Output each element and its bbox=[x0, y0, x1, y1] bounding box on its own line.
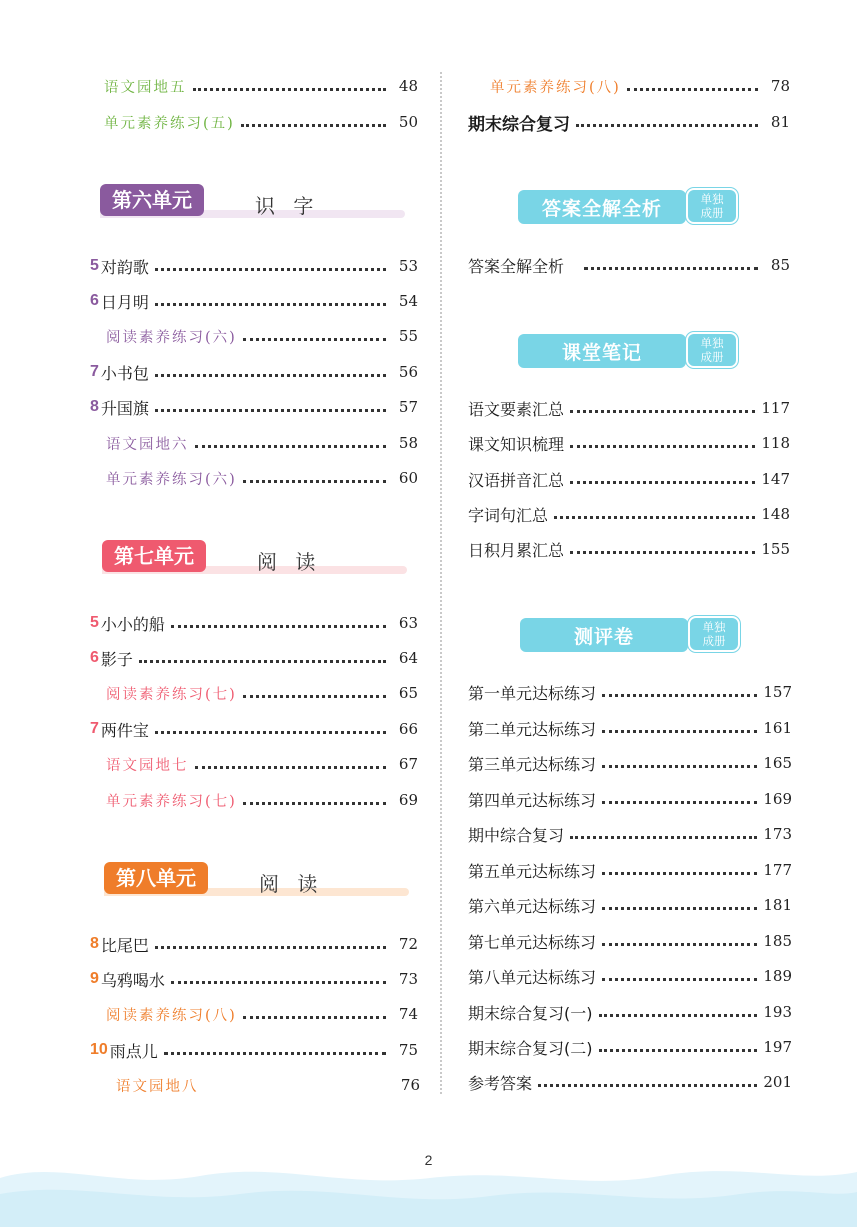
toc-entry-label: 第二单元达标练习 bbox=[468, 719, 597, 739]
separate-booklet-tag bbox=[686, 188, 738, 224]
toc-entry-page: 65 bbox=[398, 684, 418, 702]
tag-line: 成册 bbox=[700, 206, 724, 220]
toc-entry-label: 语文要素汇总 bbox=[468, 399, 565, 419]
toc-entry[interactable] bbox=[106, 751, 418, 777]
toc-entry-page: 64 bbox=[398, 649, 418, 667]
toc-entry-page: 54 bbox=[398, 292, 418, 310]
leader-dots bbox=[570, 551, 755, 554]
toc-entry-page: 72 bbox=[398, 935, 418, 953]
leader-dots bbox=[243, 1016, 386, 1019]
toc-entry[interactable] bbox=[106, 465, 418, 491]
toc-entry[interactable] bbox=[468, 252, 790, 278]
toc-entry[interactable] bbox=[468, 857, 792, 883]
section-title: 测评卷 bbox=[520, 618, 688, 652]
toc-entry-label: 单元素养练习(六) bbox=[106, 471, 237, 488]
toc-entry[interactable] bbox=[468, 928, 792, 954]
lesson-number: 7 bbox=[90, 720, 99, 737]
lesson-number: 5 bbox=[90, 257, 99, 274]
leader-dots bbox=[205, 1087, 389, 1090]
toc-entry-label: 比尾巴 bbox=[100, 935, 149, 955]
toc-entry-page: 193 bbox=[763, 1003, 792, 1021]
leader-dots bbox=[139, 660, 386, 663]
leader-dots bbox=[602, 801, 757, 804]
toc-entry-label: 两件宝 bbox=[100, 720, 149, 740]
toc-entry-label: 阅读素养练习(七) bbox=[106, 686, 237, 703]
toc-entry-label: 第七单元达标练习 bbox=[468, 932, 597, 952]
leader-dots bbox=[155, 303, 386, 306]
leader-dots bbox=[193, 88, 387, 91]
toc-entry-label: 期末综合复习(二) bbox=[468, 1038, 593, 1058]
lesson-number: 6 bbox=[90, 292, 99, 309]
toc-entry[interactable] bbox=[468, 466, 790, 492]
leader-dots bbox=[241, 124, 386, 127]
toc-entry[interactable] bbox=[468, 750, 792, 776]
unit-topic: 阅 读 bbox=[259, 872, 324, 896]
leader-dots bbox=[602, 872, 757, 875]
section-title: 答案全解全析 bbox=[518, 190, 686, 224]
answers-section-header bbox=[518, 190, 740, 226]
lesson-number: 6 bbox=[90, 649, 99, 666]
toc-entry[interactable] bbox=[468, 999, 792, 1025]
leader-dots bbox=[243, 338, 386, 341]
toc-entry-label: 第三单元达标练习 bbox=[468, 754, 597, 774]
toc-entry-page: 185 bbox=[763, 932, 792, 950]
tag-line: 单独 bbox=[702, 620, 726, 634]
toc-entry[interactable] bbox=[104, 109, 418, 135]
leader-dots bbox=[570, 836, 757, 839]
toc-entry-label: 阅读素养练习(八) bbox=[106, 1007, 237, 1024]
toc-entry-label: 期末综合复习 bbox=[468, 114, 570, 135]
leader-dots bbox=[627, 88, 758, 91]
toc-entry-label: 单元素养练习(五) bbox=[104, 115, 235, 132]
toc-entry-page: 148 bbox=[761, 505, 790, 523]
toc-entry-page: 85 bbox=[770, 256, 790, 274]
toc-entry-page: 67 bbox=[398, 755, 418, 773]
unit-topic: 识 字 bbox=[255, 194, 320, 218]
toc-entry-label: 答案全解全析 bbox=[468, 256, 565, 276]
notes-section-header bbox=[518, 334, 740, 370]
tag-line: 成册 bbox=[700, 350, 724, 364]
leader-dots bbox=[243, 695, 386, 698]
toc-entry-page: 201 bbox=[763, 1073, 792, 1091]
toc-entry[interactable] bbox=[90, 394, 418, 420]
toc-entry-page: 53 bbox=[398, 257, 418, 275]
toc-entry[interactable] bbox=[90, 931, 418, 957]
unit-badge: 第六单元 bbox=[100, 184, 204, 216]
toc-entry-label: 期中综合复习 bbox=[468, 825, 565, 845]
separate-booklet-tag bbox=[686, 332, 738, 368]
toc-entry-label: 第八单元达标练习 bbox=[468, 967, 597, 987]
toc-entry[interactable] bbox=[468, 109, 790, 135]
toc-entry-label: 参考答案 bbox=[468, 1073, 533, 1093]
leader-dots bbox=[155, 946, 386, 949]
toc-entry-label: 字词句汇总 bbox=[468, 505, 549, 525]
lesson-number: 9 bbox=[90, 970, 99, 987]
toc-entry-page: 50 bbox=[398, 113, 418, 131]
leader-dots bbox=[602, 943, 757, 946]
leader-dots bbox=[155, 409, 386, 412]
toc-entry-label: 影子 bbox=[100, 649, 133, 669]
toc-entry-page: 169 bbox=[763, 790, 792, 808]
toc-entry-label: 期末综合复习(一) bbox=[468, 1003, 593, 1023]
toc-entry[interactable] bbox=[90, 288, 418, 314]
leader-dots bbox=[155, 374, 386, 377]
leader-dots bbox=[602, 730, 757, 733]
unit-6-header bbox=[100, 184, 410, 228]
unit-badge: 第八单元 bbox=[104, 862, 208, 894]
toc-entry-page: 165 bbox=[763, 754, 792, 772]
toc-entry[interactable] bbox=[106, 1001, 418, 1027]
toc-entry-label: 日积月累汇总 bbox=[468, 540, 565, 560]
toc-entry-label: 第六单元达标练习 bbox=[468, 896, 597, 916]
toc-entry-page: 66 bbox=[398, 720, 418, 738]
lesson-number: 8 bbox=[90, 935, 99, 952]
toc-entry[interactable] bbox=[116, 1072, 420, 1098]
toc-entry-page: 56 bbox=[398, 363, 418, 381]
toc-entry[interactable] bbox=[106, 680, 418, 706]
toc-entry-page: 155 bbox=[761, 540, 790, 558]
toc-entry-label: 汉语拼音汇总 bbox=[468, 470, 565, 490]
toc-entry[interactable] bbox=[90, 253, 418, 279]
leader-dots bbox=[155, 268, 386, 271]
toc-entry-page: 117 bbox=[761, 399, 790, 417]
toc-entry[interactable] bbox=[106, 323, 418, 349]
toc-entry-label: 语文园地五 bbox=[104, 79, 187, 96]
tests-section-header bbox=[520, 618, 742, 654]
leader-dots bbox=[599, 1049, 758, 1052]
toc-entry[interactable] bbox=[90, 966, 418, 992]
toc-entry-label: 乌鸦喝水 bbox=[100, 970, 165, 990]
leader-dots bbox=[602, 694, 757, 697]
separate-booklet-tag bbox=[688, 616, 740, 652]
toc-entry-page: 197 bbox=[763, 1038, 792, 1056]
section-title: 课堂笔记 bbox=[518, 334, 686, 368]
toc-entry-page: 73 bbox=[398, 970, 418, 988]
leader-dots bbox=[538, 1084, 757, 1087]
toc-entry[interactable] bbox=[468, 892, 792, 918]
toc-entry-page: 177 bbox=[763, 861, 792, 879]
leader-dots bbox=[570, 445, 755, 448]
toc-entry[interactable] bbox=[468, 536, 790, 562]
toc-entry-label: 雨点儿 bbox=[109, 1041, 158, 1061]
toc-entry-page: 76 bbox=[400, 1076, 420, 1094]
toc-entry-label: 语文园地八 bbox=[116, 1078, 199, 1095]
leader-dots bbox=[570, 410, 755, 413]
toc-entry-label: 对韵歌 bbox=[100, 257, 149, 277]
toc-entry[interactable] bbox=[468, 501, 790, 527]
toc-entry-label: 日月明 bbox=[100, 292, 149, 312]
toc-entry-page: 57 bbox=[398, 398, 418, 416]
tag-line: 单独 bbox=[700, 192, 724, 206]
toc-entry-page: 181 bbox=[763, 896, 792, 914]
lesson-number: 10 bbox=[90, 1041, 108, 1058]
toc-entry[interactable] bbox=[106, 787, 418, 813]
toc-entry-label: 第五单元达标练习 bbox=[468, 861, 597, 881]
toc-entry[interactable] bbox=[90, 610, 418, 636]
leader-dots bbox=[195, 445, 387, 448]
toc-entry[interactable] bbox=[468, 1069, 792, 1095]
toc-entry[interactable] bbox=[90, 716, 418, 742]
lesson-number: 7 bbox=[90, 363, 99, 380]
toc-entry-label: 小小的船 bbox=[100, 614, 165, 634]
unit-8-header bbox=[104, 862, 414, 906]
toc-entry-page: 161 bbox=[763, 719, 792, 737]
page-number: 2 bbox=[424, 1152, 433, 1168]
leader-dots bbox=[171, 981, 386, 984]
toc-entry-label: 单元素养练习(七) bbox=[106, 793, 237, 810]
toc-entry-label: 小书包 bbox=[100, 363, 149, 383]
toc-entry[interactable] bbox=[468, 821, 792, 847]
leader-dots bbox=[171, 625, 386, 628]
toc-entry[interactable] bbox=[490, 73, 790, 99]
leader-dots bbox=[164, 1052, 386, 1055]
toc-entry-page: 69 bbox=[398, 791, 418, 809]
toc-entry[interactable] bbox=[468, 430, 790, 456]
toc-entry[interactable] bbox=[468, 786, 792, 812]
toc-entry[interactable] bbox=[90, 359, 418, 385]
toc-entry[interactable] bbox=[104, 73, 418, 99]
tag-line: 成册 bbox=[702, 634, 726, 648]
toc-entry-page: 118 bbox=[761, 434, 790, 452]
toc-entry-label: 阅读素养练习(六) bbox=[106, 329, 237, 346]
toc-entry-label: 第一单元达标练习 bbox=[468, 683, 597, 703]
leader-dots bbox=[584, 267, 758, 270]
leader-dots bbox=[243, 480, 386, 483]
toc-entry-page: 55 bbox=[398, 327, 418, 345]
toc-entry-label: 课文知识梳理 bbox=[468, 434, 565, 454]
toc-entry-page: 157 bbox=[763, 683, 792, 701]
toc-entry-label: 第四单元达标练习 bbox=[468, 790, 597, 810]
toc-entry-page: 189 bbox=[763, 967, 792, 985]
leader-dots bbox=[570, 481, 755, 484]
toc-entry[interactable] bbox=[468, 715, 792, 741]
toc-entry[interactable] bbox=[468, 679, 792, 705]
toc-entry-page: 63 bbox=[398, 614, 418, 632]
toc-entry-page: 58 bbox=[398, 434, 418, 452]
lesson-number: 8 bbox=[90, 398, 99, 415]
toc-entry-label: 升国旗 bbox=[100, 398, 149, 418]
leader-dots bbox=[602, 765, 757, 768]
column-divider bbox=[440, 72, 442, 1094]
toc-entry-page: 48 bbox=[398, 77, 418, 95]
toc-entry[interactable] bbox=[106, 430, 418, 456]
tag-line: 单独 bbox=[700, 336, 724, 350]
leader-dots bbox=[602, 907, 757, 910]
toc-entry-page: 81 bbox=[770, 113, 790, 131]
toc-entry-page: 60 bbox=[398, 469, 418, 487]
toc-entry-label: 语文园地七 bbox=[106, 757, 189, 774]
lesson-number: 5 bbox=[90, 614, 99, 631]
toc-entry[interactable] bbox=[468, 963, 792, 989]
toc-entry[interactable] bbox=[468, 1034, 792, 1060]
toc-entry-label: 单元素养练习(八) bbox=[490, 79, 621, 96]
leader-dots bbox=[602, 978, 757, 981]
toc-entry[interactable] bbox=[90, 1037, 418, 1063]
toc-entry[interactable] bbox=[90, 645, 418, 671]
unit-topic: 阅 读 bbox=[257, 550, 322, 574]
unit-badge: 第七单元 bbox=[102, 540, 206, 572]
leader-dots bbox=[243, 802, 386, 805]
leader-dots bbox=[195, 766, 387, 769]
unit-7-header bbox=[102, 540, 412, 584]
toc-entry-page: 147 bbox=[761, 470, 790, 488]
leader-dots bbox=[554, 516, 755, 519]
toc-entry-page: 78 bbox=[770, 77, 790, 95]
leader-dots bbox=[599, 1014, 758, 1017]
toc-entry-label: 语文园地六 bbox=[106, 436, 189, 453]
toc-entry[interactable] bbox=[468, 395, 790, 421]
leader-dots bbox=[576, 124, 758, 127]
toc-entry-page: 173 bbox=[763, 825, 792, 843]
toc-entry-page: 75 bbox=[398, 1041, 418, 1059]
toc-entry-page: 74 bbox=[398, 1005, 418, 1023]
leader-dots bbox=[155, 731, 386, 734]
